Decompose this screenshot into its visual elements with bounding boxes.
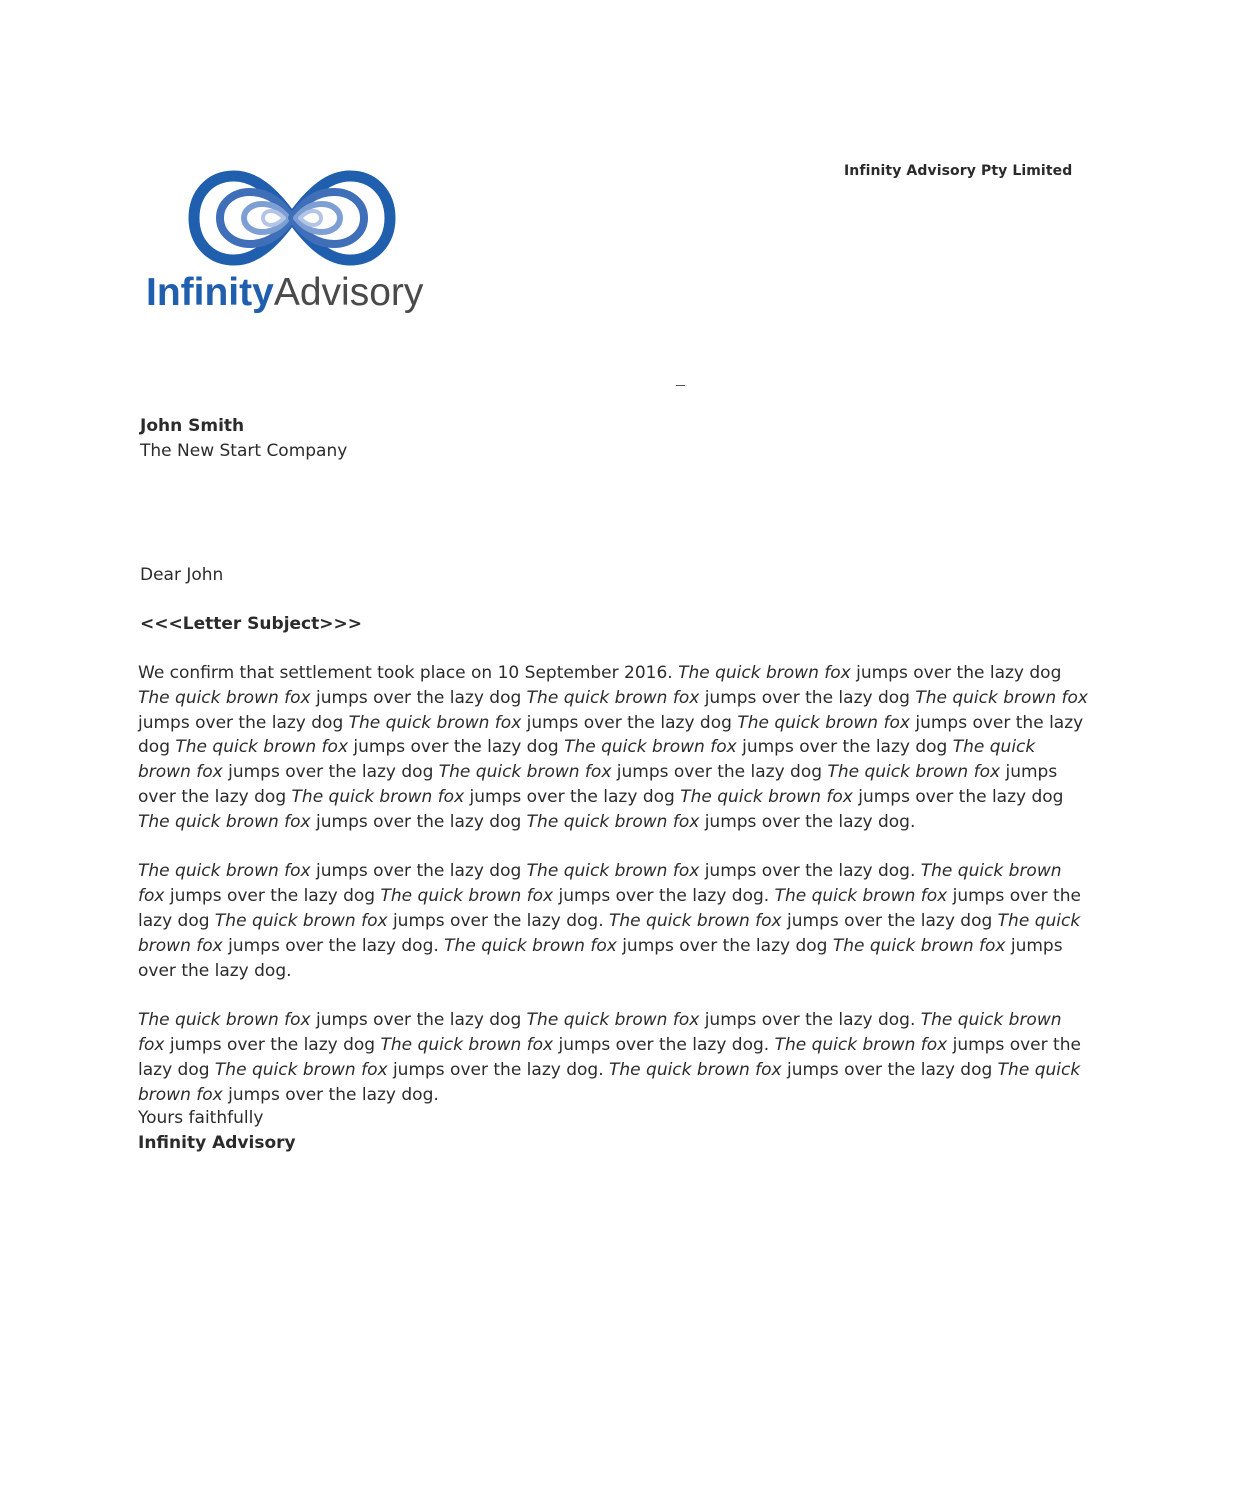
normal-phrase: jumps over the lazy dog bbox=[616, 935, 833, 956]
normal-phrase: jumps over the lazy dog bbox=[222, 762, 439, 783]
italic-phrase: The quick brown fox bbox=[138, 861, 311, 882]
normal-phrase: jumps over the lazy dog bbox=[310, 811, 527, 832]
normal-phrase: jumps over the lazy dog bbox=[781, 910, 998, 931]
italic-phrase: The quick brown fox bbox=[564, 737, 737, 758]
letter-subject: <<<Letter Subject>>> bbox=[140, 614, 362, 634]
normal-phrase: jumps over the lazy dog. bbox=[553, 886, 775, 907]
italic-phrase: The quick brown fox bbox=[526, 861, 700, 882]
italic-phrase: The quick brown fox bbox=[138, 811, 311, 832]
italic-phrase: The quick brown fox bbox=[827, 762, 1001, 783]
normal-phrase: jumps over the lazy dog. bbox=[387, 1059, 609, 1080]
normal-phrase: jumps over the lazy dog. bbox=[699, 1010, 921, 1031]
paragraph-lead: We confirm that settlement took place on 10 September 2016. bbox=[138, 663, 673, 683]
normal-phrase: jumps over the lazy dog bbox=[138, 886, 1081, 931]
logo-word-infinity: Infinity bbox=[146, 271, 274, 314]
company-logo bbox=[146, 168, 446, 328]
recipient-name: John Smith bbox=[140, 416, 245, 436]
letter-body bbox=[138, 661, 1093, 1132]
recipient-block bbox=[140, 414, 347, 464]
normal-phrase: jumps over the lazy dog. bbox=[387, 910, 609, 931]
normal-phrase: jumps over the lazy dog bbox=[348, 737, 565, 758]
logo-wordmark bbox=[146, 273, 423, 312]
italic-phrase: The quick brown fox bbox=[380, 1034, 554, 1055]
italic-phrase: The quick brown fox bbox=[214, 1059, 388, 1080]
italic-phrase: The quick brown fox bbox=[444, 935, 617, 956]
logo-word-advisory: Advisory bbox=[273, 271, 424, 314]
valediction: Yours faithfully bbox=[138, 1108, 264, 1128]
italic-phrase: The quick brown fox bbox=[138, 1010, 311, 1031]
normal-phrase: jumps over the lazy dog bbox=[310, 687, 527, 708]
scan-mark bbox=[676, 385, 685, 386]
body-paragraph-1 bbox=[138, 661, 1093, 835]
italic-phrase: The quick brown fox bbox=[526, 1010, 700, 1031]
normal-phrase: jumps over the lazy dog. bbox=[699, 861, 921, 882]
italic-phrase: The quick brown fox bbox=[609, 1059, 782, 1080]
normal-phrase: jumps over the lazy dog bbox=[464, 786, 681, 807]
italic-phrase: The quick brown fox bbox=[774, 886, 948, 907]
normal-phrase: jumps over the lazy dog bbox=[310, 1010, 527, 1031]
normal-phrase: jumps over the lazy dog. bbox=[222, 1084, 439, 1105]
italic-phrase: The quick brown fox bbox=[832, 935, 1006, 956]
recipient-company: The New Start Company bbox=[140, 441, 348, 461]
normal-phrase: jumps over the lazy dog bbox=[781, 1059, 998, 1080]
normal-phrase: jumps over the lazy dog bbox=[521, 712, 738, 733]
infinity-loop-icon bbox=[188, 170, 396, 266]
italic-phrase: The quick brown fox bbox=[348, 712, 522, 733]
normal-phrase: jumps over the lazy dog bbox=[138, 712, 1084, 758]
normal-phrase: jumps over the lazy dog bbox=[138, 712, 349, 733]
body-paragraph-2 bbox=[138, 859, 1093, 983]
normal-phrase: jumps over the lazy dog. bbox=[553, 1034, 775, 1055]
salutation: Dear John bbox=[140, 565, 224, 585]
italic-phrase: The quick brown fox bbox=[214, 910, 388, 931]
normal-phrase: jumps over the lazy dog bbox=[164, 886, 381, 907]
signature-name: Infinity Advisory bbox=[138, 1133, 296, 1153]
body-paragraph-3 bbox=[138, 1008, 1093, 1107]
normal-phrase: jumps over the lazy dog. bbox=[699, 811, 916, 832]
italic-phrase: The quick brown fox bbox=[526, 811, 700, 832]
italic-phrase: The quick brown fox bbox=[138, 1010, 1062, 1055]
closing-block bbox=[138, 1106, 296, 1156]
italic-phrase: The quick brown fox bbox=[138, 861, 1062, 907]
normal-phrase: jumps over the lazy dog bbox=[138, 1034, 1081, 1080]
italic-phrase: The quick brown fox bbox=[774, 1034, 948, 1055]
normal-phrase: jumps over the lazy dog bbox=[736, 737, 953, 758]
italic-phrase: The quick brown fox bbox=[526, 687, 700, 708]
italic-phrase: The quick brown fox bbox=[138, 1059, 1081, 1105]
italic-phrase: The quick brown fox bbox=[291, 786, 465, 807]
normal-phrase: jumps over the lazy dog bbox=[699, 687, 916, 708]
normal-phrase: jumps over the lazy dog bbox=[138, 762, 1058, 807]
normal-phrase: jumps over the lazy dog bbox=[611, 762, 828, 783]
italic-phrase: The quick brown fox bbox=[138, 910, 1081, 956]
italic-phrase: The quick brown fox bbox=[138, 687, 311, 708]
italic-phrase: The quick brown fox bbox=[680, 786, 853, 807]
italic-phrase: The quick brown fox bbox=[138, 737, 1036, 783]
italic-phrase: The quick brown fox bbox=[438, 762, 612, 783]
normal-phrase: jumps over the lazy dog bbox=[850, 663, 1062, 683]
normal-phrase: jumps over the lazy dog. bbox=[222, 935, 445, 956]
italic-phrase: The quick brown fox bbox=[609, 910, 782, 931]
italic-phrase: The quick brown fox bbox=[737, 712, 910, 733]
normal-phrase: jumps over the lazy dog. bbox=[138, 935, 1063, 981]
letterhead-company-name: Infinity Advisory Pty Limited bbox=[844, 163, 1073, 179]
normal-phrase: jumps over the lazy dog bbox=[310, 861, 527, 882]
italic-phrase: The quick brown fox bbox=[175, 737, 349, 758]
italic-phrase: The quick brown fox bbox=[915, 687, 1088, 708]
normal-phrase: jumps over the lazy dog bbox=[852, 786, 1064, 807]
italic-phrase: The quick brown fox bbox=[380, 886, 554, 907]
normal-phrase: jumps over the lazy dog bbox=[164, 1034, 381, 1055]
italic-phrase: The quick brown fox bbox=[678, 663, 851, 683]
